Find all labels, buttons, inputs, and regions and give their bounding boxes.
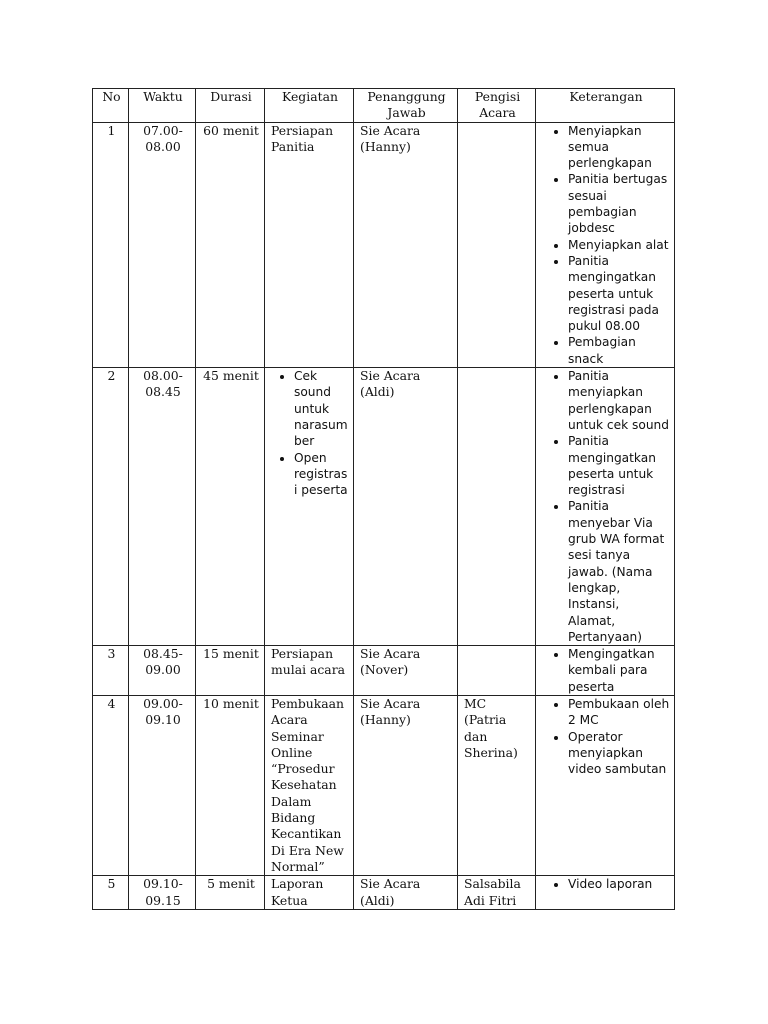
- cell-penanggung-jawab: Sie Acara (Nover): [354, 646, 458, 696]
- rundown-table: [92, 88, 675, 910]
- header-pengisi-acara: Pengisi Acara: [458, 89, 536, 123]
- cell-no: 1: [93, 122, 129, 367]
- cell-kegiatan: [265, 368, 354, 646]
- header-durasi: Durasi: [196, 89, 265, 123]
- keterangan-list: [542, 368, 670, 645]
- cell-no: 2: [93, 368, 129, 646]
- cell-no: 5: [93, 876, 129, 910]
- list-item: • Open registrasi peserta: [294, 450, 349, 499]
- cell-no: 4: [93, 695, 129, 875]
- list-item: • Panitia mengingatkan peserta untuk registrasi: [568, 433, 670, 498]
- list-item: • Mengingatkan kembali para peserta: [568, 646, 670, 695]
- list-item: • Video laporan: [568, 876, 670, 892]
- table-row: [93, 646, 675, 696]
- keterangan-list: [542, 123, 670, 367]
- cell-durasi: 10 menit: [196, 695, 265, 875]
- list-item: • Menyiapkan alat: [568, 237, 670, 253]
- cell-keterangan: [536, 122, 675, 367]
- list-item: • Pembukaan oleh 2 MC: [568, 696, 670, 729]
- table-header-row: [93, 89, 675, 123]
- list-item: • Panitia bertugas sesuai pembagian jobdesc: [568, 171, 670, 236]
- cell-pengisi-acara: Salsabila Adi Fitri: [458, 876, 536, 910]
- cell-keterangan: [536, 695, 675, 875]
- cell-keterangan: [536, 646, 675, 696]
- cell-pengisi-acara: [458, 368, 536, 646]
- cell-penanggung-jawab: Sie Acara (Aldi): [354, 876, 458, 910]
- list-item: • Panitia mengingatkan peserta untuk registrasi pada pukul 08.00: [568, 253, 670, 334]
- cell-penanggung-jawab: Sie Acara (Hanny): [354, 695, 458, 875]
- header-penanggung-jawab: Penanggung Jawab: [354, 89, 458, 123]
- keterangan-list: [542, 646, 670, 695]
- cell-penanggung-jawab: Sie Acara (Hanny): [354, 122, 458, 367]
- cell-waktu: 09.00-09.10: [129, 695, 196, 875]
- cell-no: 3: [93, 646, 129, 696]
- cell-waktu: 08.45-09.00: [129, 646, 196, 696]
- table-row: [93, 368, 675, 646]
- list-item: • Panitia menyiapkan perlengkapan untuk cek sound: [568, 368, 670, 433]
- cell-pengisi-acara: [458, 122, 536, 367]
- table-row: [93, 695, 675, 875]
- cell-pengisi-acara: [458, 646, 536, 696]
- list-item: • Pembagian snack: [568, 334, 670, 367]
- cell-keterangan: [536, 876, 675, 910]
- cell-kegiatan: Persiapan Panitia: [265, 122, 354, 367]
- list-item: • Operator menyiapkan video sambutan: [568, 729, 670, 778]
- cell-pengisi-acara: MC (Patria dan Sherina): [458, 695, 536, 875]
- cell-kegiatan: Persiapan mulai acara: [265, 646, 354, 696]
- cell-keterangan: [536, 368, 675, 646]
- list-item: • Cek sound untuk narasumber: [294, 368, 349, 449]
- header-waktu: Waktu: [129, 89, 196, 123]
- table-row: [93, 122, 675, 367]
- cell-durasi: 60 menit: [196, 122, 265, 367]
- cell-waktu: 07.00-08.00: [129, 122, 196, 367]
- cell-durasi: 5 menit: [196, 876, 265, 910]
- table-row: [93, 876, 675, 910]
- cell-durasi: 45 menit: [196, 368, 265, 646]
- cell-durasi: 15 menit: [196, 646, 265, 696]
- keterangan-list: [542, 696, 670, 777]
- cell-waktu: 09.10-09.15: [129, 876, 196, 910]
- keterangan-list: [542, 876, 670, 892]
- kegiatan-list: [271, 368, 349, 498]
- header-keterangan: Keterangan: [536, 89, 675, 123]
- cell-kegiatan: Pembukaan Acara Seminar Online “Prosedur Kesehatan Dalam Bidang Kecantikan Di Era New Normal”: [265, 695, 354, 875]
- header-no: No: [93, 89, 129, 123]
- list-item: • Menyiapkan semua perlengkapan: [568, 123, 670, 172]
- cell-penanggung-jawab: Sie Acara (Aldi): [354, 368, 458, 646]
- header-kegiatan: Kegiatan: [265, 89, 354, 123]
- list-item: • Panitia menyebar Via grub WA format sesi tanya jawab. (Nama lengkap, Instansi, Alamat, Pertanyaan): [568, 498, 670, 645]
- cell-kegiatan: Laporan Ketua: [265, 876, 354, 910]
- cell-waktu: 08.00-08.45: [129, 368, 196, 646]
